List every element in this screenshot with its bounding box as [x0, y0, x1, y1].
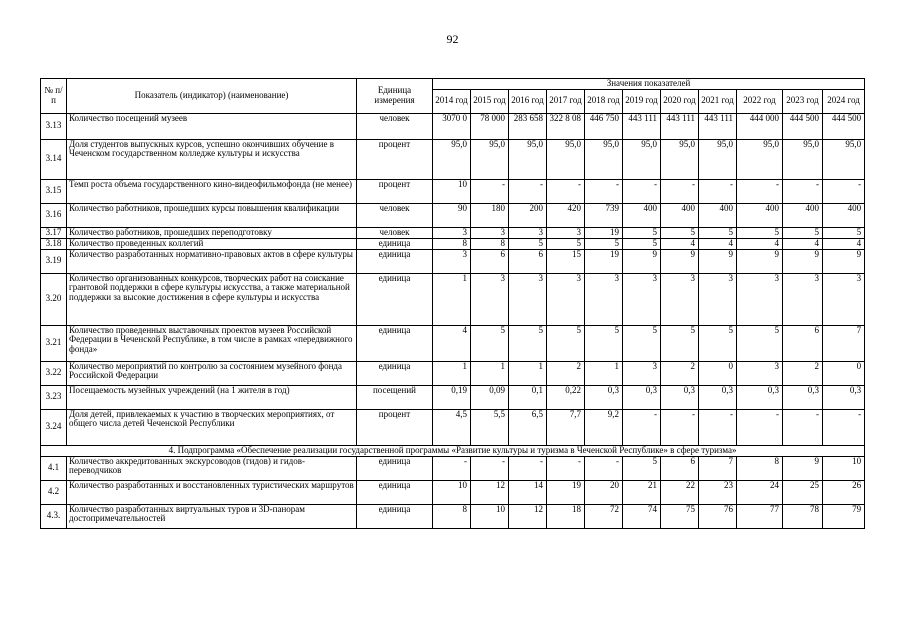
value-cell: 72: [585, 504, 623, 528]
row-number: 3.15: [41, 179, 67, 203]
value-cell: 5: [471, 325, 509, 361]
indicator-name: Количество аккредитованных экскурсоводов (гидов) и гидов-переводчиков: [67, 456, 357, 480]
value-cell: 4: [433, 325, 471, 361]
unit-cell: посещений: [357, 385, 433, 409]
indicator-name: Количество разработанных и восстановленных туристических маршрутов: [67, 480, 357, 504]
value-cell: 400: [699, 203, 737, 227]
value-cell: 0,09: [471, 385, 509, 409]
unit-cell: процент: [357, 409, 433, 445]
value-cell: 446 750: [585, 113, 623, 139]
value-cell: 9: [783, 456, 823, 480]
value-cell: 7,7: [547, 409, 585, 445]
header-year: 2016 год: [509, 89, 547, 113]
value-cell: 1: [433, 361, 471, 385]
indicator-name: Количество проведенных коллегий: [67, 238, 357, 249]
value-cell: 400: [661, 203, 699, 227]
table-row: [41, 179, 865, 203]
row-number: 3.20: [41, 273, 67, 325]
value-cell: 3: [737, 361, 783, 385]
value-cell: 19: [547, 480, 585, 504]
value-cell: 3: [547, 273, 585, 325]
unit-cell: человек: [357, 227, 433, 238]
header-no: № п/п: [41, 79, 67, 114]
value-cell: 6: [783, 325, 823, 361]
header-year: 2024 год: [823, 89, 865, 113]
value-cell: 95,0: [823, 139, 865, 179]
unit-cell: единица: [357, 480, 433, 504]
value-cell: 95,0: [433, 139, 471, 179]
value-cell: -: [623, 179, 661, 203]
value-cell: 5,5: [471, 409, 509, 445]
value-cell: 443 111: [699, 113, 737, 139]
value-cell: 0,22: [547, 385, 585, 409]
value-cell: 4,5: [433, 409, 471, 445]
table-row: [41, 139, 865, 179]
row-number: 3.17: [41, 227, 67, 238]
section-title: 4. Подпрограмма «Обеспечение реализации государственной программы «Развитие культуры и туризма в Чеченской Республике» в сфере туризма»: [41, 445, 865, 456]
value-cell: 95,0: [699, 139, 737, 179]
unit-cell: единица: [357, 456, 433, 480]
value-cell: 9: [823, 249, 865, 273]
unit-cell: единица: [357, 273, 433, 325]
value-cell: 10: [823, 456, 865, 480]
value-cell: 10: [433, 179, 471, 203]
table-row: [41, 113, 865, 139]
page-number: 92: [446, 32, 459, 46]
value-cell: 5: [585, 238, 623, 249]
value-cell: 3: [471, 227, 509, 238]
header-year: 2021 год: [699, 89, 737, 113]
value-cell: 283 658: [509, 113, 547, 139]
indicator-name: Доля детей, привлекаемых к участию в творческих мероприятиях, от общего числа детей Чеченской Республики: [67, 409, 357, 445]
value-cell: -: [471, 456, 509, 480]
value-cell: 0,3: [783, 385, 823, 409]
row-number: 3.19: [41, 249, 67, 273]
unit-cell: процент: [357, 139, 433, 179]
value-cell: 3: [783, 273, 823, 325]
value-cell: 444 500: [783, 113, 823, 139]
row-number: 3.18: [41, 238, 67, 249]
value-cell: 400: [737, 203, 783, 227]
value-cell: -: [783, 409, 823, 445]
header-values: Значения показателей: [433, 79, 865, 90]
value-cell: 5: [699, 325, 737, 361]
table-row: [41, 273, 865, 325]
value-cell: 180: [471, 203, 509, 227]
value-cell: 6,5: [509, 409, 547, 445]
header-year: 2019 год: [623, 89, 661, 113]
value-cell: -: [509, 179, 547, 203]
value-cell: 5: [547, 238, 585, 249]
unit-cell: единица: [357, 249, 433, 273]
value-cell: 95,0: [471, 139, 509, 179]
value-cell: 5: [509, 325, 547, 361]
value-cell: 322 8 08: [547, 113, 585, 139]
table-row: [41, 238, 865, 249]
value-cell: 3: [623, 273, 661, 325]
value-cell: 0,3: [661, 385, 699, 409]
value-cell: -: [661, 179, 699, 203]
value-cell: 19: [585, 249, 623, 273]
value-cell: -: [433, 456, 471, 480]
value-cell: 77: [737, 504, 783, 528]
header-year: 2020 год: [661, 89, 699, 113]
value-cell: 12: [509, 504, 547, 528]
indicator-name: Количество организованных конкурсов, творческих работ на соискание грантовой поддержки в сфере культуры искусства, а также материальной поддержки за высокие достижения в сфере культуры и искусства: [67, 273, 357, 325]
value-cell: 5: [699, 227, 737, 238]
table-row: [41, 249, 865, 273]
value-cell: -: [623, 409, 661, 445]
value-cell: 1: [585, 361, 623, 385]
value-cell: 8: [433, 504, 471, 528]
value-cell: 5: [623, 456, 661, 480]
value-cell: 79: [823, 504, 865, 528]
value-cell: 3: [433, 249, 471, 273]
indicator-name: Количество мероприятий по контролю за состоянием музейного фонда Российской Федерации: [67, 361, 357, 385]
indicator-name: Посещаемость музейных учреждений (на 1 жителя в год): [67, 385, 357, 409]
value-cell: 5: [661, 325, 699, 361]
value-cell: 22: [661, 480, 699, 504]
row-number: 3.21: [41, 325, 67, 361]
value-cell: 10: [433, 480, 471, 504]
value-cell: 400: [823, 203, 865, 227]
value-cell: 3070 0: [433, 113, 471, 139]
value-cell: 76: [699, 504, 737, 528]
value-cell: 5: [823, 227, 865, 238]
value-cell: 5: [547, 325, 585, 361]
value-cell: 3: [433, 227, 471, 238]
value-cell: -: [783, 179, 823, 203]
value-cell: 5: [661, 227, 699, 238]
value-cell: 78: [783, 504, 823, 528]
value-cell: 0,19: [433, 385, 471, 409]
value-cell: 90: [433, 203, 471, 227]
value-cell: 3: [471, 273, 509, 325]
value-cell: 4: [823, 238, 865, 249]
value-cell: 95,0: [783, 139, 823, 179]
value-cell: 0: [823, 361, 865, 385]
indicator-name: Количество проведенных выставочных проектов музеев Российской Федерации в Чеченской Республике, в том числе в рамках «передвижного фонда»: [67, 325, 357, 361]
value-cell: 5: [509, 238, 547, 249]
value-cell: 3: [509, 273, 547, 325]
value-cell: 3: [547, 227, 585, 238]
unit-cell: единица: [357, 504, 433, 528]
value-cell: 0,3: [699, 385, 737, 409]
header-unit: Единица измерения: [357, 79, 433, 114]
value-cell: 3: [823, 273, 865, 325]
value-cell: 400: [623, 203, 661, 227]
value-cell: 444 500: [823, 113, 865, 139]
unit-cell: человек: [357, 203, 433, 227]
value-cell: 200: [509, 203, 547, 227]
value-cell: 5: [737, 325, 783, 361]
value-cell: 75: [661, 504, 699, 528]
value-cell: 74: [623, 504, 661, 528]
row-number: 3.23: [41, 385, 67, 409]
table-row: [41, 504, 865, 528]
value-cell: 0,1: [509, 385, 547, 409]
indicator-name: Количество работников, прошедших курсы повышения квалификации: [67, 203, 357, 227]
value-cell: 3: [661, 273, 699, 325]
indicator-name: Темп роста объема государственного кино-видеофильмофонда (не менее): [67, 179, 357, 203]
value-cell: 20: [585, 480, 623, 504]
value-cell: 18: [547, 504, 585, 528]
header-year: 2018 год: [585, 89, 623, 113]
value-cell: 15: [547, 249, 585, 273]
value-cell: 9: [661, 249, 699, 273]
header-indicator: Показатель (индикатор) (наименование): [67, 79, 357, 114]
row-number: 3.16: [41, 203, 67, 227]
value-cell: 6: [661, 456, 699, 480]
value-cell: 3: [623, 361, 661, 385]
table-row: [41, 456, 865, 480]
value-cell: 7: [699, 456, 737, 480]
unit-cell: человек: [357, 113, 433, 139]
row-number: 3.14: [41, 139, 67, 179]
row-number: 4.3.: [41, 504, 67, 528]
value-cell: 78 000: [471, 113, 509, 139]
value-cell: 1: [509, 361, 547, 385]
value-cell: 7: [823, 325, 865, 361]
table-row: [41, 203, 865, 227]
value-cell: -: [699, 409, 737, 445]
row-number: 4.1: [41, 456, 67, 480]
value-cell: -: [737, 409, 783, 445]
value-cell: 95,0: [509, 139, 547, 179]
table-row: [41, 361, 865, 385]
row-number: 3.24: [41, 409, 67, 445]
value-cell: -: [547, 179, 585, 203]
value-cell: 9: [737, 249, 783, 273]
value-cell: 0: [699, 361, 737, 385]
value-cell: 4: [783, 238, 823, 249]
value-cell: 10: [471, 504, 509, 528]
value-cell: 9: [699, 249, 737, 273]
value-cell: 5: [737, 227, 783, 238]
value-cell: 5: [585, 325, 623, 361]
header-year: 2022 год: [737, 89, 783, 113]
value-cell: -: [699, 179, 737, 203]
value-cell: 3: [737, 273, 783, 325]
value-cell: 19: [585, 227, 623, 238]
row-number: 3.13: [41, 113, 67, 139]
value-cell: 26: [823, 480, 865, 504]
value-cell: 4: [661, 238, 699, 249]
indicator-name: Количество разработанных нормативно-правовых актов в сфере культуры: [67, 249, 357, 273]
value-cell: 23: [699, 480, 737, 504]
value-cell: -: [585, 456, 623, 480]
table-row: [41, 480, 865, 504]
value-cell: 95,0: [547, 139, 585, 179]
value-cell: 0,3: [585, 385, 623, 409]
value-cell: 0,3: [737, 385, 783, 409]
value-cell: 1: [471, 361, 509, 385]
value-cell: 5: [623, 325, 661, 361]
value-cell: 5: [623, 238, 661, 249]
value-cell: 95,0: [585, 139, 623, 179]
indicator-name: Количество разработанных виртуальных туров и 3D-панорам достопримечательностей: [67, 504, 357, 528]
value-cell: 443 111: [661, 113, 699, 139]
header-year: 2014 год: [433, 89, 471, 113]
value-cell: 8: [433, 238, 471, 249]
value-cell: 3: [699, 273, 737, 325]
value-cell: 9,2: [585, 409, 623, 445]
indicators-table: [40, 78, 865, 529]
value-cell: 95,0: [661, 139, 699, 179]
indicator-name: Количество посещений музеев: [67, 113, 357, 139]
indicator-name: Количество работников, прошедших переподготовку: [67, 227, 357, 238]
value-cell: 8: [471, 238, 509, 249]
value-cell: 739: [585, 203, 623, 227]
value-cell: 0,3: [623, 385, 661, 409]
value-cell: 2: [661, 361, 699, 385]
table-row: [41, 385, 865, 409]
value-cell: 5: [783, 227, 823, 238]
row-number: 3.22: [41, 361, 67, 385]
value-cell: 443 111: [623, 113, 661, 139]
value-cell: 9: [623, 249, 661, 273]
value-cell: 24: [737, 480, 783, 504]
value-cell: 25: [783, 480, 823, 504]
unit-cell: единица: [357, 361, 433, 385]
value-cell: 95,0: [737, 139, 783, 179]
value-cell: 2: [547, 361, 585, 385]
value-cell: -: [471, 179, 509, 203]
value-cell: 95,0: [623, 139, 661, 179]
value-cell: 6: [509, 249, 547, 273]
value-cell: 420: [547, 203, 585, 227]
header-year: 2023 год: [783, 89, 823, 113]
value-cell: -: [547, 456, 585, 480]
value-cell: 0,3: [823, 385, 865, 409]
value-cell: 9: [783, 249, 823, 273]
unit-cell: единица: [357, 325, 433, 361]
row-number: 4.2: [41, 480, 67, 504]
value-cell: -: [585, 179, 623, 203]
value-cell: -: [823, 409, 865, 445]
value-cell: 4: [699, 238, 737, 249]
value-cell: 21: [623, 480, 661, 504]
value-cell: 3: [509, 227, 547, 238]
table-row: [41, 325, 865, 361]
value-cell: -: [823, 179, 865, 203]
value-cell: 6: [471, 249, 509, 273]
unit-cell: единица: [357, 238, 433, 249]
table-row: [41, 227, 865, 238]
value-cell: 12: [471, 480, 509, 504]
value-cell: -: [737, 179, 783, 203]
value-cell: 400: [783, 203, 823, 227]
value-cell: 8: [737, 456, 783, 480]
value-cell: 1: [433, 273, 471, 325]
value-cell: 4: [737, 238, 783, 249]
value-cell: -: [509, 456, 547, 480]
indicator-name: Доля студентов выпускных курсов, успешно окончивших обучение в Чеченском государственном колледже культуры и искусства: [67, 139, 357, 179]
header-year: 2015 год: [471, 89, 509, 113]
value-cell: 14: [509, 480, 547, 504]
table-row: [41, 409, 865, 445]
unit-cell: процент: [357, 179, 433, 203]
header-year: 2017 год: [547, 89, 585, 113]
value-cell: 5: [623, 227, 661, 238]
value-cell: -: [661, 409, 699, 445]
value-cell: 3: [585, 273, 623, 325]
value-cell: 444 000: [737, 113, 783, 139]
value-cell: 2: [783, 361, 823, 385]
